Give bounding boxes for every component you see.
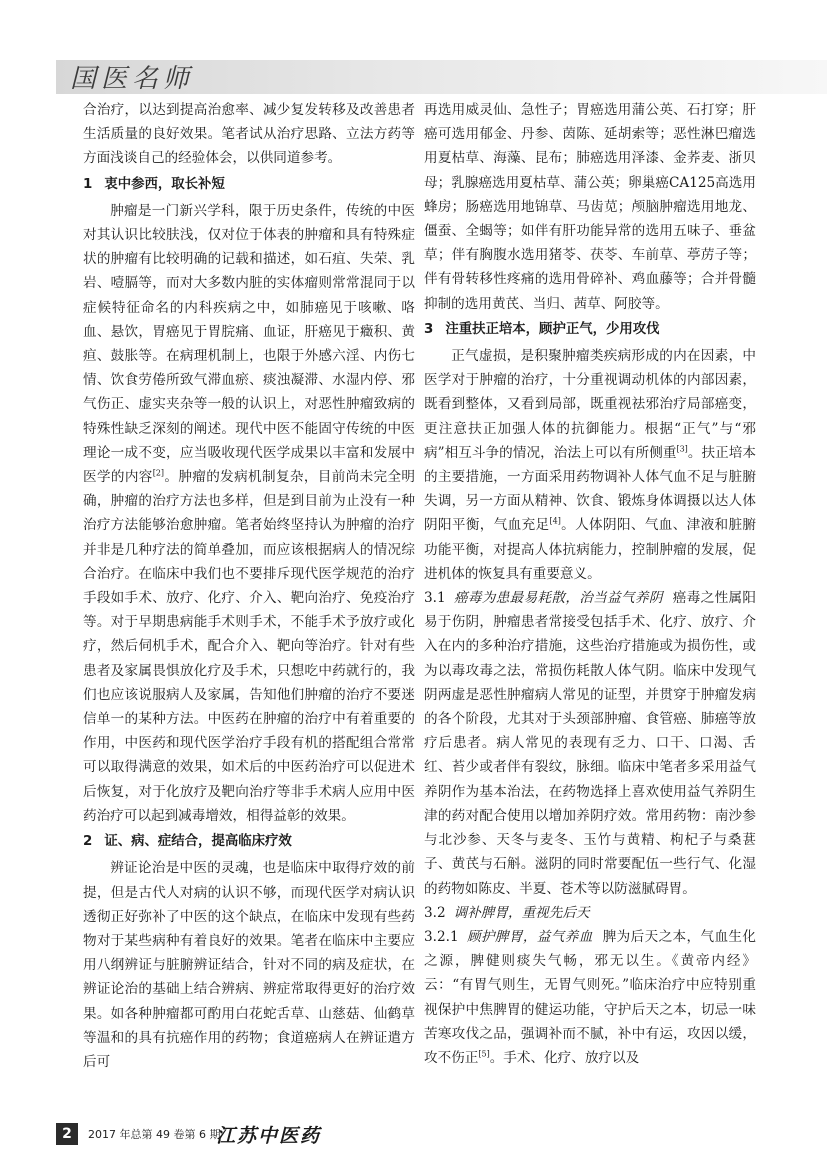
section-number: 3 (424, 321, 434, 337)
citation-ref[interactable]: [2] (152, 468, 165, 478)
section-3-heading (424, 318, 756, 342)
subsection-title: 顾护脾胃，益气养血 (466, 928, 593, 945)
intro-paragraph: 合治疗，以达到提高治愈率、减少复发转移及改善患者生活质量的良好效果。笔者试从治疗思路、立法方药等方面浅谈自己的经验体会，以供同道参考。 (83, 102, 415, 167)
subsection-title: 调补脾胃，重视先后天 (453, 904, 590, 921)
section-title: 注重扶正培本，顾护正气，少用攻伐 (445, 321, 660, 337)
subsection-number: 3.2.1 (424, 928, 459, 945)
page-footer (56, 1123, 416, 1147)
subsection-3-2-heading (424, 901, 756, 925)
citation-ref[interactable]: [4] (549, 516, 561, 526)
left-column (83, 98, 415, 1074)
continued-paragraph: 再选用威灵仙、急性子；胃癌选用蒲公英、石打穿；肝癌可选用郁金、丹参、茵陈、延胡索等；恶性淋巴瘤选用夏枯草、海藻、昆布；肺癌选用泽漆、金荞麦、浙贝母；乳腺癌选用夏枯草、蒲公英；卵巢癌CA125高选用蜂房；肠癌选用地锦草、马齿苋；颅脑肿瘤选用地龙、僵蚕、全蝎等；如伴有肝功能异常的选用五味子、垂盆草；伴有胸腹水选用猪苓、茯苓、车前草、葶苈子等；伴有骨转移性疼痛的选用骨碎补、鸡血藤等；合并骨髓抑制的选用黄芪、当归、茜草、阿胶等。 (424, 102, 756, 312)
subsection-3-1-paragraph (424, 586, 756, 901)
subsection-number: 3.1 (424, 590, 446, 607)
paragraph-text: 。扶正培本的主要措施，一方面采用药物调补人体气血不足与脏腑失调，另一方面从精神、饮食、锻炼身体调摄以达人体阴阳平衡，气血充足 (424, 444, 756, 534)
paragraph-text: 。手术、化疗、放疗以及 (489, 1049, 640, 1066)
section-2-heading (83, 830, 415, 854)
journal-name: 江苏中医药 (216, 1125, 322, 1147)
section-1-paragraph (83, 199, 415, 828)
section-title: 衷中参西，取长补短 (104, 176, 225, 192)
paragraph-text: 脾为后天之本，气血生化之源，脾健则痰失气畅，邪无以生。《黄帝内经》云：“有胃气则生，无胃气则死。”临床治疗中应特别重视保护中焦脾胃的健运功能，守护后天之本，切忌一味苦寒攻伐之品，强调补而不腻，补中有运，攻因以缓，攻不伤正 (424, 928, 756, 1066)
subsection-number: 3.2 (424, 904, 446, 921)
subsection-title: 癌毒为患最易耗散，治当益气养阴 (453, 590, 663, 607)
section-title: 证、病、症结合，提高临床疗效 (104, 834, 292, 850)
section-1-heading (83, 173, 415, 197)
paragraph-text: 肿瘤是一门新兴学科，限于历史条件，传统的中医对其认识比较肤浅，仅对位于体表的肿瘤和具有特殊症状的肿瘤有比较明确的记载和描述，如石疽、失荣、乳岩、噎膈等，而对大多数内脏的实体瘤则常常混同于以症候特征命名的内科疾病之中，如肺癌见于咳嗽、咯血、悬饮，胃癌见于胃脘痛、血证，肝癌见于癥积、黄疸、鼓胀等。在病理机制上，也限于外感六淫、内伤七情、饮食劳倦所致气滞血瘀、痰浊凝滞、水湿内停、邪气伤正、虚实夹杂等一般的认识上，对恶性肿瘤致病的特殊性缺乏深刻的阐述。现代中医不能固守传统的中医理论一成不变，应当吸收现代医学成果以丰富和发展中医学的内容 (83, 202, 415, 486)
subsection-3-2-1-paragraph (424, 925, 756, 1070)
section-3-paragraph (424, 344, 756, 586)
paragraph-text: 。肿瘤的发病机制复杂，目前尚未完全明确，肿瘤的治疗方法也多样，但是到目前为止没有一种治疗方法能够治愈肿瘤。笔者始终坚持认为肿瘤的治疗并非是几种疗法的简单叠加，而应该根据病人的情况综合治疗。在临床中我们也不要排斥现代医学规范的治疗手段如手术、放疗、化疗、介入、靶向治疗、免疫治疗等。对于早期患病能手术则手术，不能手术予放疗或化疗，然后伺机手术，配合介入、靶向等治疗。针对有些患者及家属畏惧放化疗及手术，只想吃中药就行的，我们也应该说服病人及家属，告知他们肿瘤的治疗不要迷信单一的某种方法。中医药在肿瘤的治疗中有着重要的作用，中医药和现代医学治疗手段有机的搭配组合常常可以取得满意的效果，如术后的中医药治疗可以促进术后恢复，对于化放疗及靶向治疗等非手术病人应用中医药治疗可以起到减毒增效，相得益彰的效果。 (83, 469, 416, 824)
citation-ref[interactable]: [5] (478, 1049, 490, 1059)
paragraph-text: 正气虚损，是积聚肿瘤类疾病形成的内在因素，中医学对于肿瘤的治疗，十分重视调动机体的内部因素，既看到整体，又看到局部，既重视祛邪治疗局部癌变，更注意扶正加强人体的抗御能力。根据“正气”与“邪病”相互斗争的情况，治法上可以有所侧重 (424, 348, 756, 461)
paragraph-text: 。人体阴阳、气血、津液和脏腑功能平衡，对提高人体抗病能力，控制肿瘤的发展，促进机体的恢复具有重要意义。 (424, 517, 757, 582)
section-2-paragraph: 辨证论治是中医的灵魂，也是临床中取得疗效的前提，但是古代人对病的认识不够，而现代医学对病认识透彻正好弥补了中医的这个缺点，在临床中发现有些药物对于某些病种有着良好的效果。笔者在临床中主要应用八纲辨证与脏腑辨证结合，针对不同的病及症状，在辨证论治的基础上结合辨病、辨症常取得更好的治疗效果。如各种肿瘤都可酌用白花蛇舌草、山慈菇、仙鹤草等温和的具有抗癌作用的药物；食道癌病人在辨证遣方后可 (83, 860, 415, 1070)
page-number: 2 (56, 1123, 78, 1145)
right-column (424, 98, 756, 1070)
section-number: 2 (83, 834, 93, 850)
issue-info: 2017 年总第 49 卷第 6 期 (88, 1128, 221, 1141)
paragraph-text: 癌毒之性属阳易于伤阴，肿瘤患者常接受包括手术、化疗、放疗、介入在内的多种治疗措施，这些治疗措施或为损伤性，或为以毒攻毒之法，常损伤耗散人体气阴。临床中发现气阴两虚是恶性肿瘤病人常见的证型，并贯穿于肿瘤发病的各个阶段，尤其对于头颈部肿瘤、食管癌、肺癌等放疗后患者。病人常见的表现有乏力、口干、口渴、舌红、苔少或者伴有裂纹，脉细。临床中笔者多采用益气养阴作为基本治法，在药物选择上喜欢使用益气养阴生津的药对配合使用以增加养阴疗效。常用药物：南沙参与北沙参、天冬与麦冬、玉竹与黄精、枸杞子与桑葚子、黄芪与石斛。滋阴的同时常要配伍一些行气、化湿的药物如陈皮、半夏、苍术等以防滋腻碍胃。 (424, 590, 757, 897)
column-title: 国医名师 (70, 64, 195, 94)
citation-ref[interactable]: [3] (676, 444, 688, 454)
section-number: 1 (83, 176, 93, 192)
